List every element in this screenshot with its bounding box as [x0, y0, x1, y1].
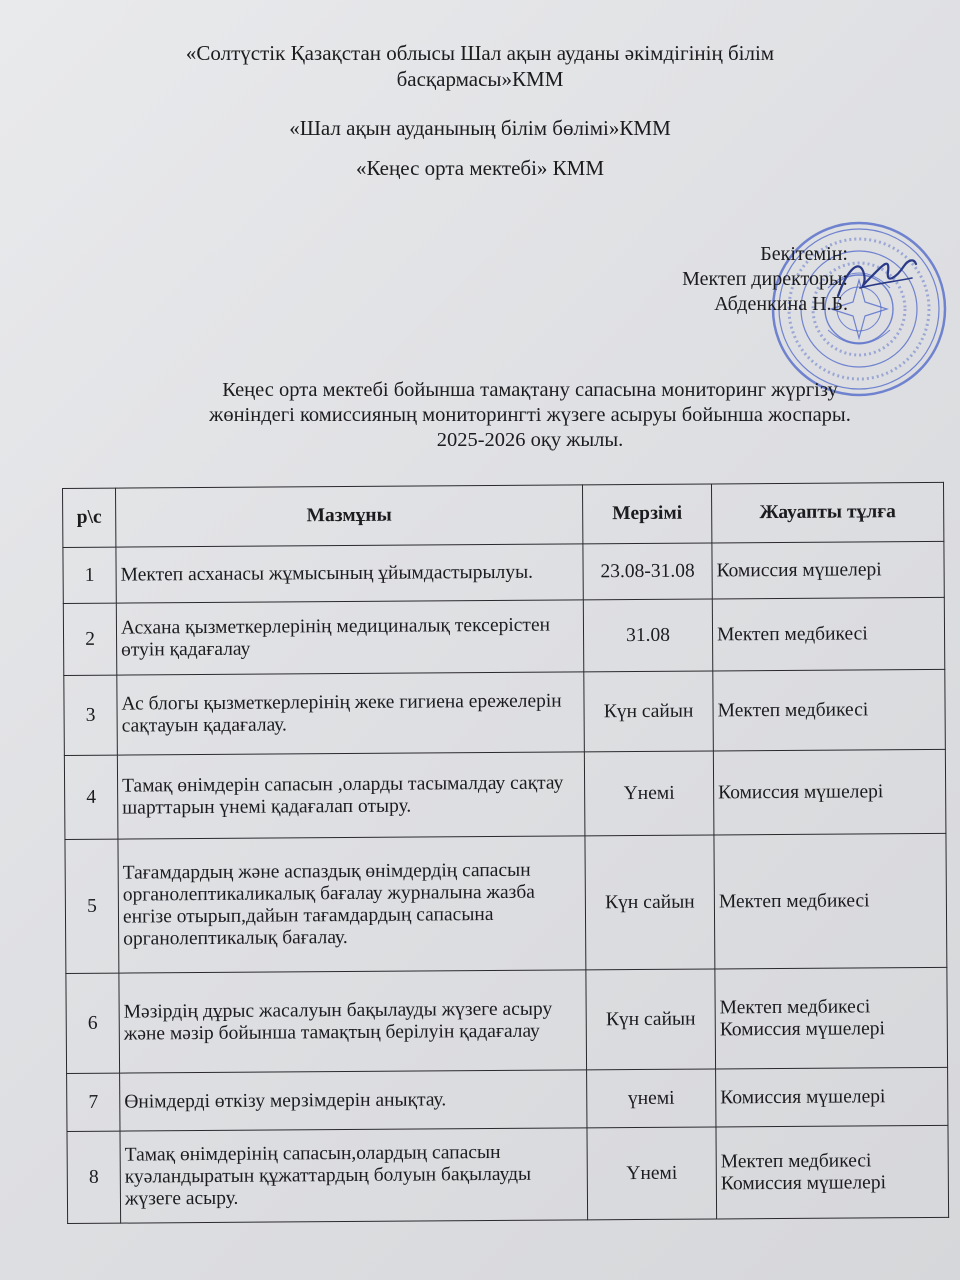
approval-label: Бекітемін: — [760, 243, 848, 265]
table-row — [63, 597, 944, 675]
row-content: Ас блогы қызметкерлерінің жеке гигиена ережелерін сақтауын қадағалау. — [117, 672, 585, 755]
row-date: Үнемі — [587, 1127, 717, 1220]
table-row — [67, 1067, 948, 1131]
header-content: Мазмұны — [116, 485, 583, 547]
row-date: 31.08 — [583, 599, 712, 672]
row-num: 6 — [66, 973, 120, 1073]
row-num: 1 — [63, 547, 116, 603]
row-responsible: Комиссия мүшелері — [716, 1067, 948, 1127]
plan-table — [62, 482, 949, 1224]
header-line-1: «Солтүстік Қазақстан облысы Шал ақын ауданы әкімдігінің білім басқармасы»КММ — [185, 41, 775, 91]
row-responsible: Мектеп медбикесі — [714, 833, 947, 969]
row-content: Асхана қызметкерлерінің медициналық тексерістен өтуін қадағалау — [116, 600, 583, 675]
row-date: 23.08-31.08 — [583, 543, 712, 600]
row-date: Күн сайын — [586, 969, 716, 1070]
row-content: Тамақ өнімдерінің сапасын,олардың сапасын куәландыратын құжаттардың болуын бақылауды жүзеге асыру. — [120, 1128, 588, 1223]
row-responsible: Комиссия мүшелері — [712, 541, 944, 599]
approval-position: Мектеп директоры: — [682, 268, 848, 290]
table-row — [65, 833, 947, 973]
header-line-3: «Кеңес орта мектебі» КММ — [355, 156, 605, 180]
row-responsible: Мектеп медбикесі Комиссия мүшелері — [715, 967, 948, 1069]
row-date: Үнемі — [584, 751, 714, 836]
table-row — [64, 749, 946, 839]
header-line-2: «Шал ақын ауданының білім бөлімі»КММ — [289, 116, 671, 140]
table-row — [66, 967, 948, 1073]
row-content: Мәзірдің дұрыс жасалуын бақылауды жүзеге асыру және мәзір бойынша тамақтың берілуін қадағалау — [119, 970, 587, 1073]
approval-name: Абденкина Н.Б. — [714, 293, 848, 315]
row-date: үнемі — [587, 1069, 716, 1128]
header-num: р\с — [63, 488, 116, 547]
row-content: Тамақ өнімдерін сапасын ,оларды тасымалдау сақтау шарттарын үнемі қадағалап отыру. — [117, 752, 585, 839]
row-num: 8 — [67, 1131, 121, 1223]
table-row — [63, 541, 944, 603]
header-date: Мерзімі — [582, 484, 711, 544]
table-row — [64, 669, 946, 755]
row-date: Күн сайын — [584, 671, 714, 752]
row-num: 5 — [65, 839, 119, 973]
document-title: Кеңес орта мектебі бойынша тамақтану сапасына мониторинг жүргізу жөніндегі комиссияның мониторингті жүзеге асыруы бойынша жоспары. 2025-2026 оқу жылы. — [209, 379, 851, 451]
row-responsible: Мектеп медбикесі — [712, 597, 944, 671]
row-content: Тағамдардың және аспаздық өнімдердің сапасын органолептикаликалық бағалау журналына жазба енгізе отырып,дайын тағамдардың сапасына органолептикалық бағалау. — [118, 836, 586, 973]
row-num: 3 — [64, 675, 118, 755]
row-num: 7 — [67, 1073, 120, 1131]
row-responsible: Мектеп медбикесі — [713, 669, 946, 751]
row-num: 2 — [63, 603, 117, 675]
header-responsible: Жауапты тұлға — [711, 482, 943, 543]
row-content: Мектеп асханасы жұмысының ұйымдастырылуы. — [116, 544, 583, 603]
row-responsible: Мектеп медбикесі Комиссия мүшелері — [716, 1125, 949, 1219]
row-responsible: Комиссия мүшелері — [713, 749, 946, 835]
row-num: 4 — [64, 755, 118, 839]
approval-block — [682, 242, 848, 317]
row-content: Өнімдерді өткізу мерзімдерін анықтау. — [120, 1070, 587, 1131]
table-row — [67, 1125, 949, 1223]
table-header-row — [63, 482, 944, 547]
row-date: Күн сайын — [585, 835, 715, 970]
